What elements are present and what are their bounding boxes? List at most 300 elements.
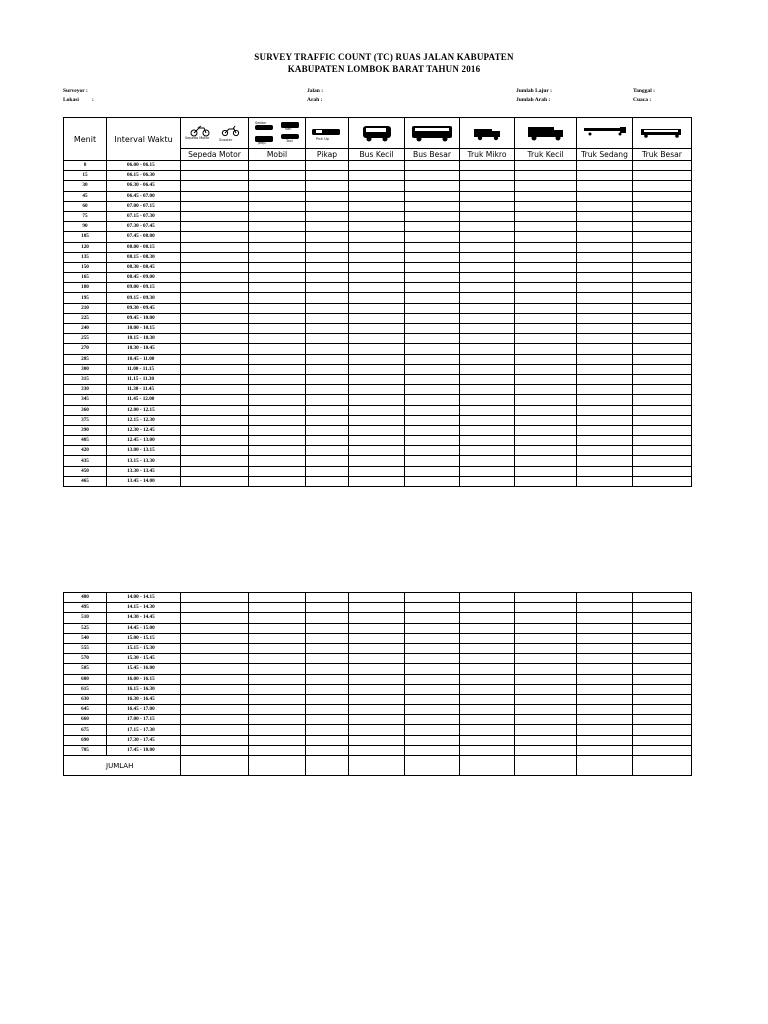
count-cell[interactable] <box>577 191 633 201</box>
count-cell[interactable] <box>181 283 249 293</box>
count-cell[interactable] <box>633 344 692 354</box>
count-cell[interactable] <box>349 385 405 395</box>
count-cell[interactable] <box>249 283 306 293</box>
count-cell[interactable] <box>249 242 306 252</box>
count-cell[interactable] <box>349 161 405 171</box>
count-cell[interactable] <box>577 354 633 364</box>
count-cell[interactable] <box>249 354 306 364</box>
count-cell[interactable] <box>306 283 349 293</box>
count-cell[interactable] <box>405 436 460 446</box>
count-cell[interactable] <box>405 705 460 715</box>
count-cell[interactable] <box>306 623 349 633</box>
count-cell[interactable] <box>349 364 405 374</box>
count-cell[interactable] <box>405 643 460 653</box>
count-cell[interactable] <box>515 446 577 456</box>
count-cell[interactable] <box>577 211 633 221</box>
count-cell[interactable] <box>181 334 249 344</box>
count-cell[interactable] <box>349 303 405 313</box>
count-cell[interactable] <box>249 633 306 643</box>
count-cell[interactable] <box>633 303 692 313</box>
count-cell[interactable] <box>181 436 249 446</box>
count-cell[interactable] <box>306 191 349 201</box>
count-cell[interactable] <box>460 211 515 221</box>
count-cell[interactable] <box>405 476 460 486</box>
count-cell[interactable] <box>633 436 692 446</box>
count-cell[interactable] <box>249 181 306 191</box>
count-cell[interactable] <box>306 593 349 603</box>
count-cell[interactable] <box>577 242 633 252</box>
count-cell[interactable] <box>515 293 577 303</box>
count-cell[interactable] <box>460 395 515 405</box>
count-cell[interactable] <box>405 385 460 395</box>
count-cell[interactable] <box>577 252 633 262</box>
count-cell[interactable] <box>633 334 692 344</box>
count-cell[interactable] <box>460 466 515 476</box>
count-cell[interactable] <box>405 613 460 623</box>
count-cell[interactable] <box>633 293 692 303</box>
count-cell[interactable] <box>306 181 349 191</box>
count-cell[interactable] <box>306 405 349 415</box>
count-cell[interactable] <box>633 466 692 476</box>
count-cell[interactable] <box>181 324 249 334</box>
count-cell[interactable] <box>515 643 577 653</box>
count-cell[interactable] <box>577 705 633 715</box>
count-cell[interactable] <box>405 725 460 735</box>
count-cell[interactable] <box>181 705 249 715</box>
count-cell[interactable] <box>249 313 306 323</box>
count-cell[interactable] <box>633 262 692 272</box>
count-cell[interactable] <box>577 436 633 446</box>
count-cell[interactable] <box>349 354 405 364</box>
count-cell[interactable] <box>515 654 577 664</box>
count-cell[interactable] <box>181 664 249 674</box>
count-cell[interactable] <box>306 252 349 262</box>
count-cell[interactable] <box>460 344 515 354</box>
count-cell[interactable] <box>460 232 515 242</box>
count-cell[interactable] <box>577 425 633 435</box>
count-cell[interactable] <box>515 725 577 735</box>
count-cell[interactable] <box>577 334 633 344</box>
count-cell[interactable] <box>249 293 306 303</box>
count-cell[interactable] <box>460 674 515 684</box>
count-cell[interactable] <box>405 415 460 425</box>
count-cell[interactable] <box>306 476 349 486</box>
count-cell[interactable] <box>405 623 460 633</box>
count-cell[interactable] <box>577 715 633 725</box>
count-cell[interactable] <box>405 344 460 354</box>
count-cell[interactable] <box>249 456 306 466</box>
count-cell[interactable] <box>181 603 249 613</box>
count-cell[interactable] <box>349 456 405 466</box>
count-cell[interactable] <box>577 222 633 232</box>
count-cell[interactable] <box>306 242 349 252</box>
count-cell[interactable] <box>405 303 460 313</box>
count-cell[interactable] <box>633 232 692 242</box>
count-cell[interactable] <box>515 313 577 323</box>
count-cell[interactable] <box>577 364 633 374</box>
count-cell[interactable] <box>349 705 405 715</box>
count-cell[interactable] <box>306 201 349 211</box>
sum-cell[interactable] <box>181 756 249 776</box>
count-cell[interactable] <box>181 242 249 252</box>
count-cell[interactable] <box>349 725 405 735</box>
count-cell[interactable] <box>181 415 249 425</box>
count-cell[interactable] <box>349 436 405 446</box>
count-cell[interactable] <box>577 161 633 171</box>
count-cell[interactable] <box>515 735 577 745</box>
count-cell[interactable] <box>405 181 460 191</box>
count-cell[interactable] <box>181 232 249 242</box>
count-cell[interactable] <box>405 334 460 344</box>
count-cell[interactable] <box>460 405 515 415</box>
count-cell[interactable] <box>249 324 306 334</box>
count-cell[interactable] <box>577 283 633 293</box>
count-cell[interactable] <box>515 232 577 242</box>
count-cell[interactable] <box>460 735 515 745</box>
count-cell[interactable] <box>249 374 306 384</box>
count-cell[interactable] <box>405 446 460 456</box>
count-cell[interactable] <box>181 395 249 405</box>
count-cell[interactable] <box>577 603 633 613</box>
count-cell[interactable] <box>405 313 460 323</box>
count-cell[interactable] <box>577 456 633 466</box>
count-cell[interactable] <box>405 745 460 755</box>
count-cell[interactable] <box>405 715 460 725</box>
count-cell[interactable] <box>460 694 515 704</box>
count-cell[interactable] <box>405 664 460 674</box>
count-cell[interactable] <box>306 715 349 725</box>
count-cell[interactable] <box>460 654 515 664</box>
count-cell[interactable] <box>515 252 577 262</box>
count-cell[interactable] <box>306 303 349 313</box>
count-cell[interactable] <box>633 694 692 704</box>
count-cell[interactable] <box>460 436 515 446</box>
count-cell[interactable] <box>460 334 515 344</box>
count-cell[interactable] <box>181 201 249 211</box>
count-cell[interactable] <box>633 654 692 664</box>
count-cell[interactable] <box>249 664 306 674</box>
count-cell[interactable] <box>349 344 405 354</box>
count-cell[interactable] <box>249 385 306 395</box>
count-cell[interactable] <box>349 293 405 303</box>
count-cell[interactable] <box>306 395 349 405</box>
count-cell[interactable] <box>460 201 515 211</box>
count-cell[interactable] <box>349 623 405 633</box>
count-cell[interactable] <box>349 334 405 344</box>
count-cell[interactable] <box>349 425 405 435</box>
count-cell[interactable] <box>633 664 692 674</box>
count-cell[interactable] <box>181 222 249 232</box>
count-cell[interactable] <box>460 222 515 232</box>
count-cell[interactable] <box>633 181 692 191</box>
count-cell[interactable] <box>349 684 405 694</box>
count-cell[interactable] <box>577 694 633 704</box>
count-cell[interactable] <box>405 694 460 704</box>
count-cell[interactable] <box>577 201 633 211</box>
count-cell[interactable] <box>306 643 349 653</box>
count-cell[interactable] <box>633 415 692 425</box>
count-cell[interactable] <box>349 415 405 425</box>
count-cell[interactable] <box>249 232 306 242</box>
count-cell[interactable] <box>181 623 249 633</box>
count-cell[interactable] <box>405 283 460 293</box>
count-cell[interactable] <box>460 725 515 735</box>
count-cell[interactable] <box>405 735 460 745</box>
count-cell[interactable] <box>577 171 633 181</box>
count-cell[interactable] <box>181 354 249 364</box>
count-cell[interactable] <box>306 211 349 221</box>
count-cell[interactable] <box>349 603 405 613</box>
count-cell[interactable] <box>633 613 692 623</box>
count-cell[interactable] <box>515 745 577 755</box>
count-cell[interactable] <box>405 654 460 664</box>
count-cell[interactable] <box>249 654 306 664</box>
count-cell[interactable] <box>349 745 405 755</box>
count-cell[interactable] <box>249 161 306 171</box>
count-cell[interactable] <box>306 293 349 303</box>
count-cell[interactable] <box>306 171 349 181</box>
count-cell[interactable] <box>249 344 306 354</box>
count-cell[interactable] <box>349 313 405 323</box>
count-cell[interactable] <box>249 262 306 272</box>
count-cell[interactable] <box>306 456 349 466</box>
count-cell[interactable] <box>405 201 460 211</box>
count-cell[interactable] <box>577 313 633 323</box>
count-cell[interactable] <box>306 415 349 425</box>
count-cell[interactable] <box>349 446 405 456</box>
count-cell[interactable] <box>515 705 577 715</box>
count-cell[interactable] <box>181 273 249 283</box>
count-cell[interactable] <box>515 425 577 435</box>
count-cell[interactable] <box>306 161 349 171</box>
count-cell[interactable] <box>515 273 577 283</box>
count-cell[interactable] <box>515 374 577 384</box>
count-cell[interactable] <box>405 161 460 171</box>
count-cell[interactable] <box>306 354 349 364</box>
count-cell[interactable] <box>577 684 633 694</box>
count-cell[interactable] <box>577 633 633 643</box>
count-cell[interactable] <box>577 466 633 476</box>
count-cell[interactable] <box>249 684 306 694</box>
count-cell[interactable] <box>577 415 633 425</box>
count-cell[interactable] <box>460 593 515 603</box>
count-cell[interactable] <box>349 405 405 415</box>
count-cell[interactable] <box>633 354 692 364</box>
count-cell[interactable] <box>515 436 577 446</box>
count-cell[interactable] <box>633 313 692 323</box>
count-cell[interactable] <box>405 262 460 272</box>
sum-cell[interactable] <box>249 756 306 776</box>
sum-cell[interactable] <box>405 756 460 776</box>
count-cell[interactable] <box>306 633 349 643</box>
count-cell[interactable] <box>181 405 249 415</box>
count-cell[interactable] <box>515 694 577 704</box>
count-cell[interactable] <box>633 283 692 293</box>
count-cell[interactable] <box>515 242 577 252</box>
count-cell[interactable] <box>633 171 692 181</box>
count-cell[interactable] <box>349 735 405 745</box>
count-cell[interactable] <box>577 725 633 735</box>
count-cell[interactable] <box>181 364 249 374</box>
count-cell[interactable] <box>515 674 577 684</box>
count-cell[interactable] <box>460 456 515 466</box>
count-cell[interactable] <box>249 623 306 633</box>
count-cell[interactable] <box>460 623 515 633</box>
count-cell[interactable] <box>405 466 460 476</box>
count-cell[interactable] <box>405 395 460 405</box>
count-cell[interactable] <box>460 303 515 313</box>
count-cell[interactable] <box>515 456 577 466</box>
count-cell[interactable] <box>181 344 249 354</box>
count-cell[interactable] <box>515 303 577 313</box>
count-cell[interactable] <box>349 654 405 664</box>
count-cell[interactable] <box>306 705 349 715</box>
count-cell[interactable] <box>181 303 249 313</box>
count-cell[interactable] <box>405 633 460 643</box>
count-cell[interactable] <box>515 415 577 425</box>
count-cell[interactable] <box>577 385 633 395</box>
count-cell[interactable] <box>633 684 692 694</box>
count-cell[interactable] <box>577 674 633 684</box>
count-cell[interactable] <box>515 364 577 374</box>
count-cell[interactable] <box>460 446 515 456</box>
count-cell[interactable] <box>249 222 306 232</box>
count-cell[interactable] <box>405 405 460 415</box>
count-cell[interactable] <box>515 181 577 191</box>
count-cell[interactable] <box>405 593 460 603</box>
count-cell[interactable] <box>460 643 515 653</box>
count-cell[interactable] <box>249 211 306 221</box>
count-cell[interactable] <box>460 633 515 643</box>
count-cell[interactable] <box>249 603 306 613</box>
count-cell[interactable] <box>181 446 249 456</box>
count-cell[interactable] <box>306 334 349 344</box>
count-cell[interactable] <box>460 415 515 425</box>
count-cell[interactable] <box>460 715 515 725</box>
count-cell[interactable] <box>181 466 249 476</box>
count-cell[interactable] <box>306 674 349 684</box>
count-cell[interactable] <box>515 476 577 486</box>
count-cell[interactable] <box>249 725 306 735</box>
count-cell[interactable] <box>181 385 249 395</box>
count-cell[interactable] <box>515 715 577 725</box>
count-cell[interactable] <box>306 313 349 323</box>
count-cell[interactable] <box>460 293 515 303</box>
count-cell[interactable] <box>181 374 249 384</box>
count-cell[interactable] <box>460 425 515 435</box>
count-cell[interactable] <box>633 161 692 171</box>
count-cell[interactable] <box>515 344 577 354</box>
count-cell[interactable] <box>306 603 349 613</box>
count-cell[interactable] <box>460 364 515 374</box>
count-cell[interactable] <box>577 293 633 303</box>
count-cell[interactable] <box>405 232 460 242</box>
count-cell[interactable] <box>460 273 515 283</box>
count-cell[interactable] <box>306 735 349 745</box>
count-cell[interactable] <box>405 354 460 364</box>
count-cell[interactable] <box>633 191 692 201</box>
count-cell[interactable] <box>249 705 306 715</box>
count-cell[interactable] <box>460 385 515 395</box>
count-cell[interactable] <box>577 374 633 384</box>
count-cell[interactable] <box>181 456 249 466</box>
count-cell[interactable] <box>460 603 515 613</box>
count-cell[interactable] <box>515 354 577 364</box>
count-cell[interactable] <box>405 191 460 201</box>
count-cell[interactable] <box>577 232 633 242</box>
count-cell[interactable] <box>349 191 405 201</box>
count-cell[interactable] <box>249 415 306 425</box>
count-cell[interactable] <box>460 613 515 623</box>
count-cell[interactable] <box>349 222 405 232</box>
count-cell[interactable] <box>181 694 249 704</box>
count-cell[interactable] <box>460 191 515 201</box>
count-cell[interactable] <box>249 446 306 456</box>
count-cell[interactable] <box>577 344 633 354</box>
count-cell[interactable] <box>249 273 306 283</box>
count-cell[interactable] <box>181 674 249 684</box>
count-cell[interactable] <box>349 476 405 486</box>
count-cell[interactable] <box>306 262 349 272</box>
count-cell[interactable] <box>515 405 577 415</box>
count-cell[interactable] <box>306 466 349 476</box>
count-cell[interactable] <box>460 242 515 252</box>
count-cell[interactable] <box>306 664 349 674</box>
count-cell[interactable] <box>306 364 349 374</box>
count-cell[interactable] <box>460 374 515 384</box>
count-cell[interactable] <box>633 201 692 211</box>
count-cell[interactable] <box>460 324 515 334</box>
count-cell[interactable] <box>181 684 249 694</box>
count-cell[interactable] <box>181 211 249 221</box>
count-cell[interactable] <box>306 613 349 623</box>
count-cell[interactable] <box>633 735 692 745</box>
count-cell[interactable] <box>405 425 460 435</box>
count-cell[interactable] <box>633 725 692 735</box>
count-cell[interactable] <box>633 476 692 486</box>
count-cell[interactable] <box>249 735 306 745</box>
sum-cell[interactable] <box>515 756 577 776</box>
count-cell[interactable] <box>515 161 577 171</box>
count-cell[interactable] <box>515 211 577 221</box>
count-cell[interactable] <box>349 694 405 704</box>
count-cell[interactable] <box>633 705 692 715</box>
count-cell[interactable] <box>405 211 460 221</box>
count-cell[interactable] <box>633 395 692 405</box>
count-cell[interactable] <box>460 181 515 191</box>
count-cell[interactable] <box>349 643 405 653</box>
count-cell[interactable] <box>460 262 515 272</box>
count-cell[interactable] <box>633 211 692 221</box>
count-cell[interactable] <box>349 211 405 221</box>
count-cell[interactable] <box>306 232 349 242</box>
count-cell[interactable] <box>249 252 306 262</box>
count-cell[interactable] <box>405 374 460 384</box>
count-cell[interactable] <box>249 674 306 684</box>
count-cell[interactable] <box>306 745 349 755</box>
count-cell[interactable] <box>181 643 249 653</box>
count-cell[interactable] <box>306 344 349 354</box>
count-cell[interactable] <box>181 745 249 755</box>
sum-cell[interactable] <box>633 756 692 776</box>
count-cell[interactable] <box>181 293 249 303</box>
count-cell[interactable] <box>306 273 349 283</box>
count-cell[interactable] <box>405 222 460 232</box>
count-cell[interactable] <box>405 324 460 334</box>
count-cell[interactable] <box>633 643 692 653</box>
count-cell[interactable] <box>577 262 633 272</box>
count-cell[interactable] <box>405 293 460 303</box>
